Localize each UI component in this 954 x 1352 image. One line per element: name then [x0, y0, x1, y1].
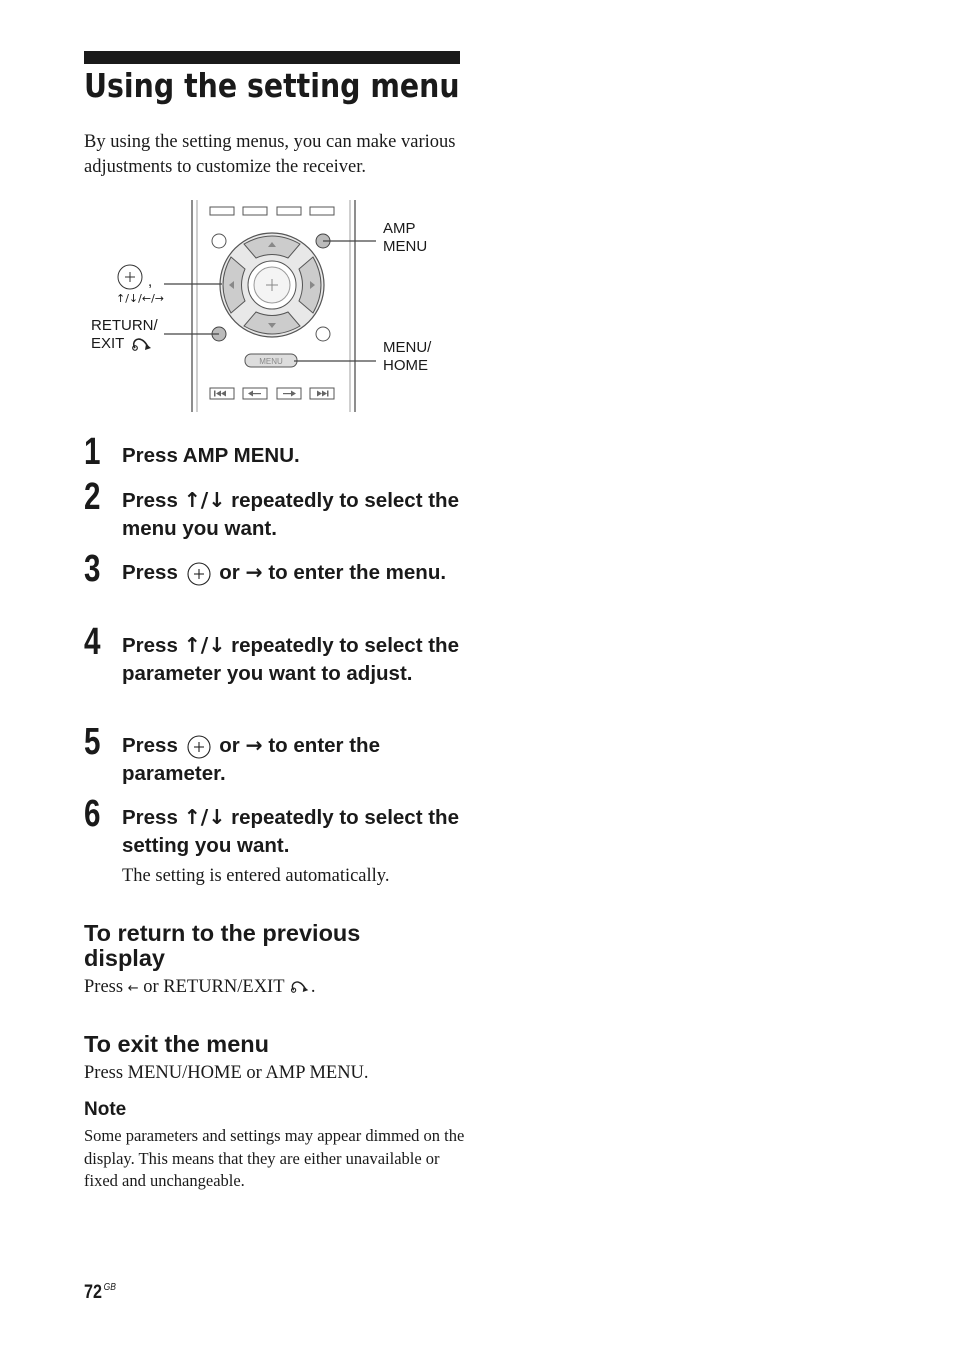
step-text-part: repeatedly to select the setting you want.	[122, 806, 459, 857]
return-text-part: Press	[84, 977, 128, 997]
step-number: 6	[84, 793, 101, 835]
exit-heading: To exit the menu	[84, 1031, 269, 1057]
step-text	[122, 559, 467, 587]
return-text	[84, 975, 315, 1001]
transport-buttons	[210, 388, 334, 399]
step-text-part: or	[213, 734, 246, 757]
figure-label-amp-menu: AMP MENU	[383, 220, 428, 255]
title-rule	[84, 51, 460, 64]
up-down-arrows-icon: ↑/↓	[183, 633, 226, 657]
page-number	[84, 1282, 116, 1304]
step-text-part: Press	[122, 561, 184, 584]
step-number: 4	[84, 621, 101, 663]
step-text-part: Press	[122, 734, 184, 757]
page-title: Using the setting menu	[84, 66, 460, 105]
step-number: 1	[84, 431, 101, 473]
step-text-part: repeatedly to select the parameter you want to adjust.	[122, 634, 459, 685]
step-number: 3	[84, 548, 101, 590]
right-arrow-icon: →	[245, 560, 263, 584]
remote-illustration	[84, 196, 464, 418]
return-text-part: .	[310, 977, 316, 997]
enter-icon	[187, 562, 211, 586]
step-text	[122, 442, 467, 470]
exit-text: Press MENU/HOME or AMP MENU.	[84, 1063, 369, 1083]
figure-label-comma: ,	[148, 273, 153, 290]
step-text-part: to enter the menu.	[262, 561, 447, 584]
step-text	[122, 487, 467, 542]
right-arrow-icon: →	[245, 733, 263, 757]
page-number-value: 72	[84, 1282, 102, 1303]
step-text-part: Press	[122, 634, 184, 657]
figure-label-return-exit: RETURN/ EXIT	[91, 317, 158, 352]
return-icon	[130, 336, 154, 352]
step-6-note: The setting is entered automatically.	[122, 866, 390, 886]
step-text-part: or	[213, 561, 246, 584]
step-text-part: Press	[122, 806, 184, 829]
step-text-part: to enter the parameter.	[122, 734, 380, 785]
step-number: 5	[84, 721, 101, 763]
intro-paragraph: By using the setting menus, you can make various adjustments to customize the receiver.	[84, 132, 456, 177]
step-text	[122, 632, 467, 687]
note-text: Some parameters and settings may appear dimmed on the display. This means that they are either unavailable or fixed and unchangeable.	[84, 1126, 465, 1190]
step-text-part: Press AMP MENU.	[122, 444, 300, 467]
return-heading: To return to the previous display	[84, 920, 361, 971]
up-down-arrows-icon: ↑/↓	[183, 805, 226, 829]
enter-icon	[187, 735, 211, 759]
menu-button-text: MENU	[259, 357, 283, 366]
step-number: 2	[84, 476, 101, 518]
return-icon	[289, 979, 311, 994]
return-text-part: or RETURN/EXIT	[138, 977, 289, 997]
step-text-part: Press	[122, 489, 184, 512]
d-pad	[220, 233, 324, 337]
figure-label-enter-arrows: ↑/↓/←/→	[116, 292, 164, 305]
step-text-part: repeatedly to select the menu you want.	[122, 489, 459, 540]
step-text	[122, 804, 467, 859]
figure-label-menu-home: MENU/ HOME	[383, 339, 432, 374]
top-row-buttons	[210, 207, 334, 215]
step-text	[122, 732, 467, 787]
up-down-arrows-icon: ↑/↓	[183, 488, 226, 512]
page-number-suffix: GB	[103, 1282, 116, 1293]
note-title: Note	[84, 1099, 127, 1120]
left-arrow-icon: ←	[127, 981, 139, 996]
